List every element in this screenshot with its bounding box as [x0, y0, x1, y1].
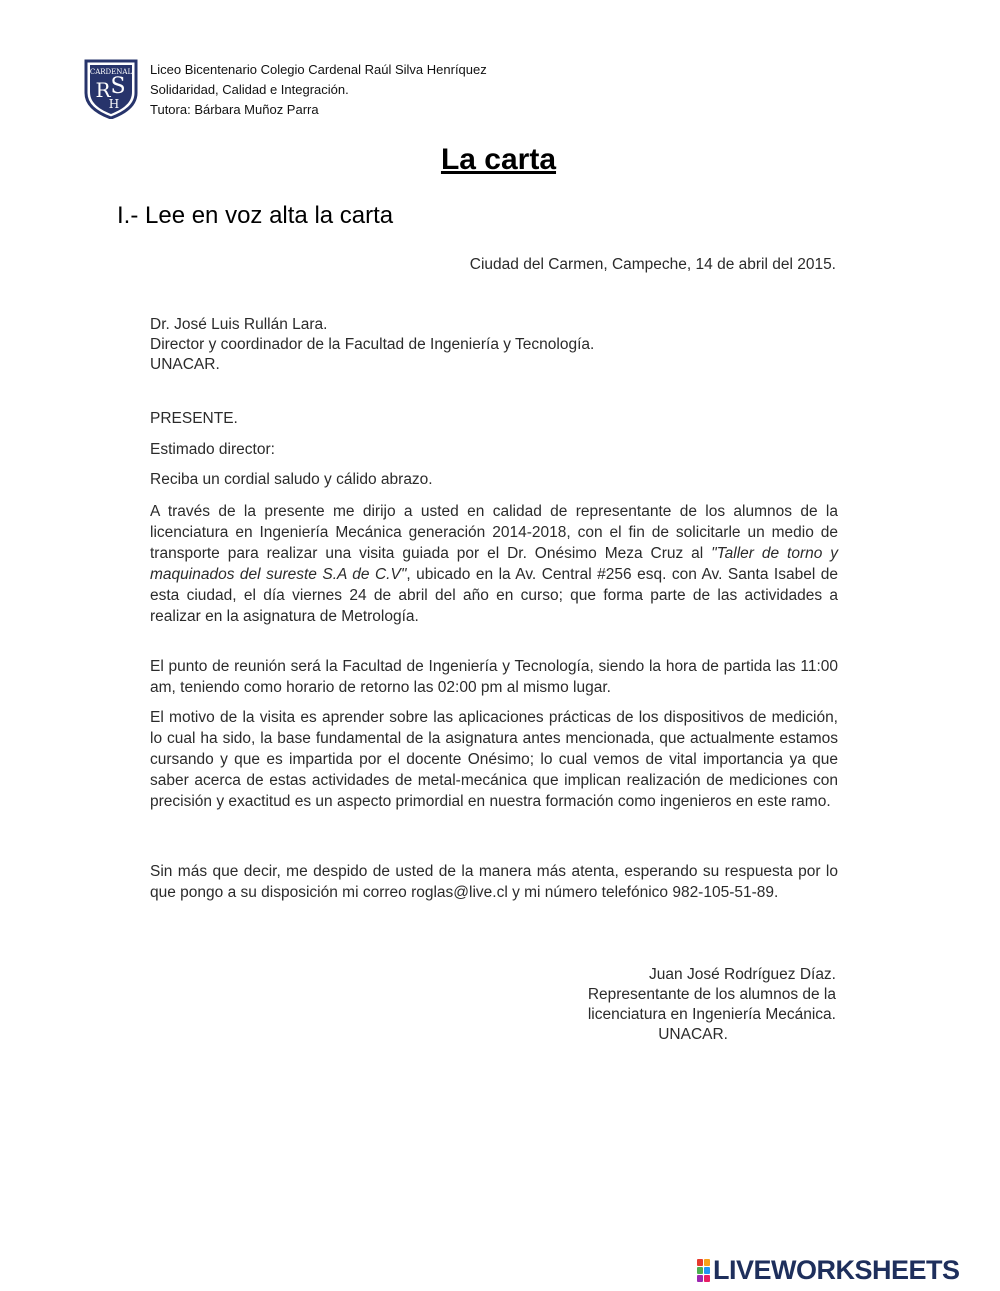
school-motto: Solidaridad, Calidad e Integración. — [150, 82, 349, 97]
svg-text:S: S — [110, 74, 126, 99]
letter-date: Ciudad del Carmen, Campeche, 14 de abril del 2015. — [469, 256, 836, 273]
paragraph-1-part-b: , ubicado en la Av. Central #256 esq. con Av. Santa Isabel de esta ciudad, el día viernes 24 de abril del año en curso; que forma parte de las actividades a realizar en la asignatura de Metrología. — [150, 566, 838, 626]
recipient-name: Dr. José Luis Rullán Lara. — [150, 316, 328, 333]
letter-paragraph-4: Sin más que decir, me despido de usted de la manera más atenta, esperando su respuesta por lo que pongo a su disposición mi correo roglas@live.cl y mi número telefónico 982-105-51-89. — [150, 863, 838, 902]
paragraph-1-part-a: A través de la presente me dirijo a usted en calidad de representante de los alumnos de la licenciatura en Ingeniería Mecánica generación 2014-2018, con el fin de solicitarle un medio de transporte para realizar una visita guiada por el Dr. Onésimo Meza Cruz al — [150, 503, 838, 563]
letter-paragraph-2: El punto de reunión será la Facultad de Ingeniería y Tecnología, siendo la hora de partida las 11:00 am, teniendo como horario de retorno las 02:00 pm al mismo lugar. — [150, 658, 838, 697]
letter-salutation: Reciba un cordial saludo y cálido abrazo. — [150, 471, 433, 488]
logo-block-2 — [704, 1259, 710, 1266]
signature-program: licenciatura en Ingeniería Mecánica. — [587, 1006, 836, 1023]
recipient-position: Director y coordinador de la Facultad de Ingeniería y Tecnología. — [150, 336, 595, 353]
liveworksheets-logo-icon — [697, 1259, 710, 1282]
svg-text:H: H — [108, 97, 120, 111]
page-title: La carta — [440, 143, 557, 176]
liveworksheets-brand[interactable] — [697, 1257, 960, 1283]
letter-paragraph-3: El motivo de la visita es aprender sobre las aplicaciones prácticas de los dispositivos de medición, lo cual ha sido, la base fundamental de la asignatura antes mencionada, que actualmente estamos cursando y que es impartida por el docente Onésimo; lo cual vemos de vital importancia ya que saber acerca de estas actividades de metal-mecánica que implican realización de mediciones con precisión y exactitud es un aspecto primordial en nuestra formación como ingenieros en este ramo. — [150, 709, 838, 811]
logo-block-1 — [697, 1259, 703, 1266]
letter-signature — [470, 965, 836, 1045]
workshop-name: "Taller de torno y maquinados del sureste S.A de C.V" — [150, 545, 838, 584]
tutor-name: Tutora: Bárbara Muñoz Parra — [150, 102, 319, 117]
logo-block-6 — [704, 1275, 710, 1282]
signature-name: Juan José Rodríguez Díaz. — [649, 966, 836, 983]
letter-recipient — [150, 315, 594, 375]
logo-block-5 — [697, 1275, 703, 1282]
signature-role: Representante de los alumnos de la — [587, 986, 836, 1003]
svg-text:CARDENAL: CARDENAL — [89, 68, 133, 76]
svg-text:R: R — [95, 78, 111, 102]
letter-presente: PRESENTE. — [150, 410, 238, 427]
school-name: Liceo Bicentenario Colegio Cardenal Raúl Silva Henríquez — [150, 62, 487, 77]
signature-institution: UNACAR. — [658, 1026, 728, 1043]
letter-paragraph-1 — [150, 501, 838, 628]
logo-block-4 — [704, 1267, 710, 1274]
letter-greeting: Estimado director: — [150, 441, 275, 458]
school-crest-icon — [82, 57, 140, 119]
school-header — [150, 60, 487, 120]
school-logo — [82, 57, 140, 119]
instruction: I.- Lee en voz alta la carta — [117, 202, 394, 229]
recipient-institution: UNACAR. — [150, 356, 220, 373]
logo-block-3 — [697, 1267, 703, 1274]
brand-text: LIVEWORKSHEETS — [713, 1255, 960, 1285]
